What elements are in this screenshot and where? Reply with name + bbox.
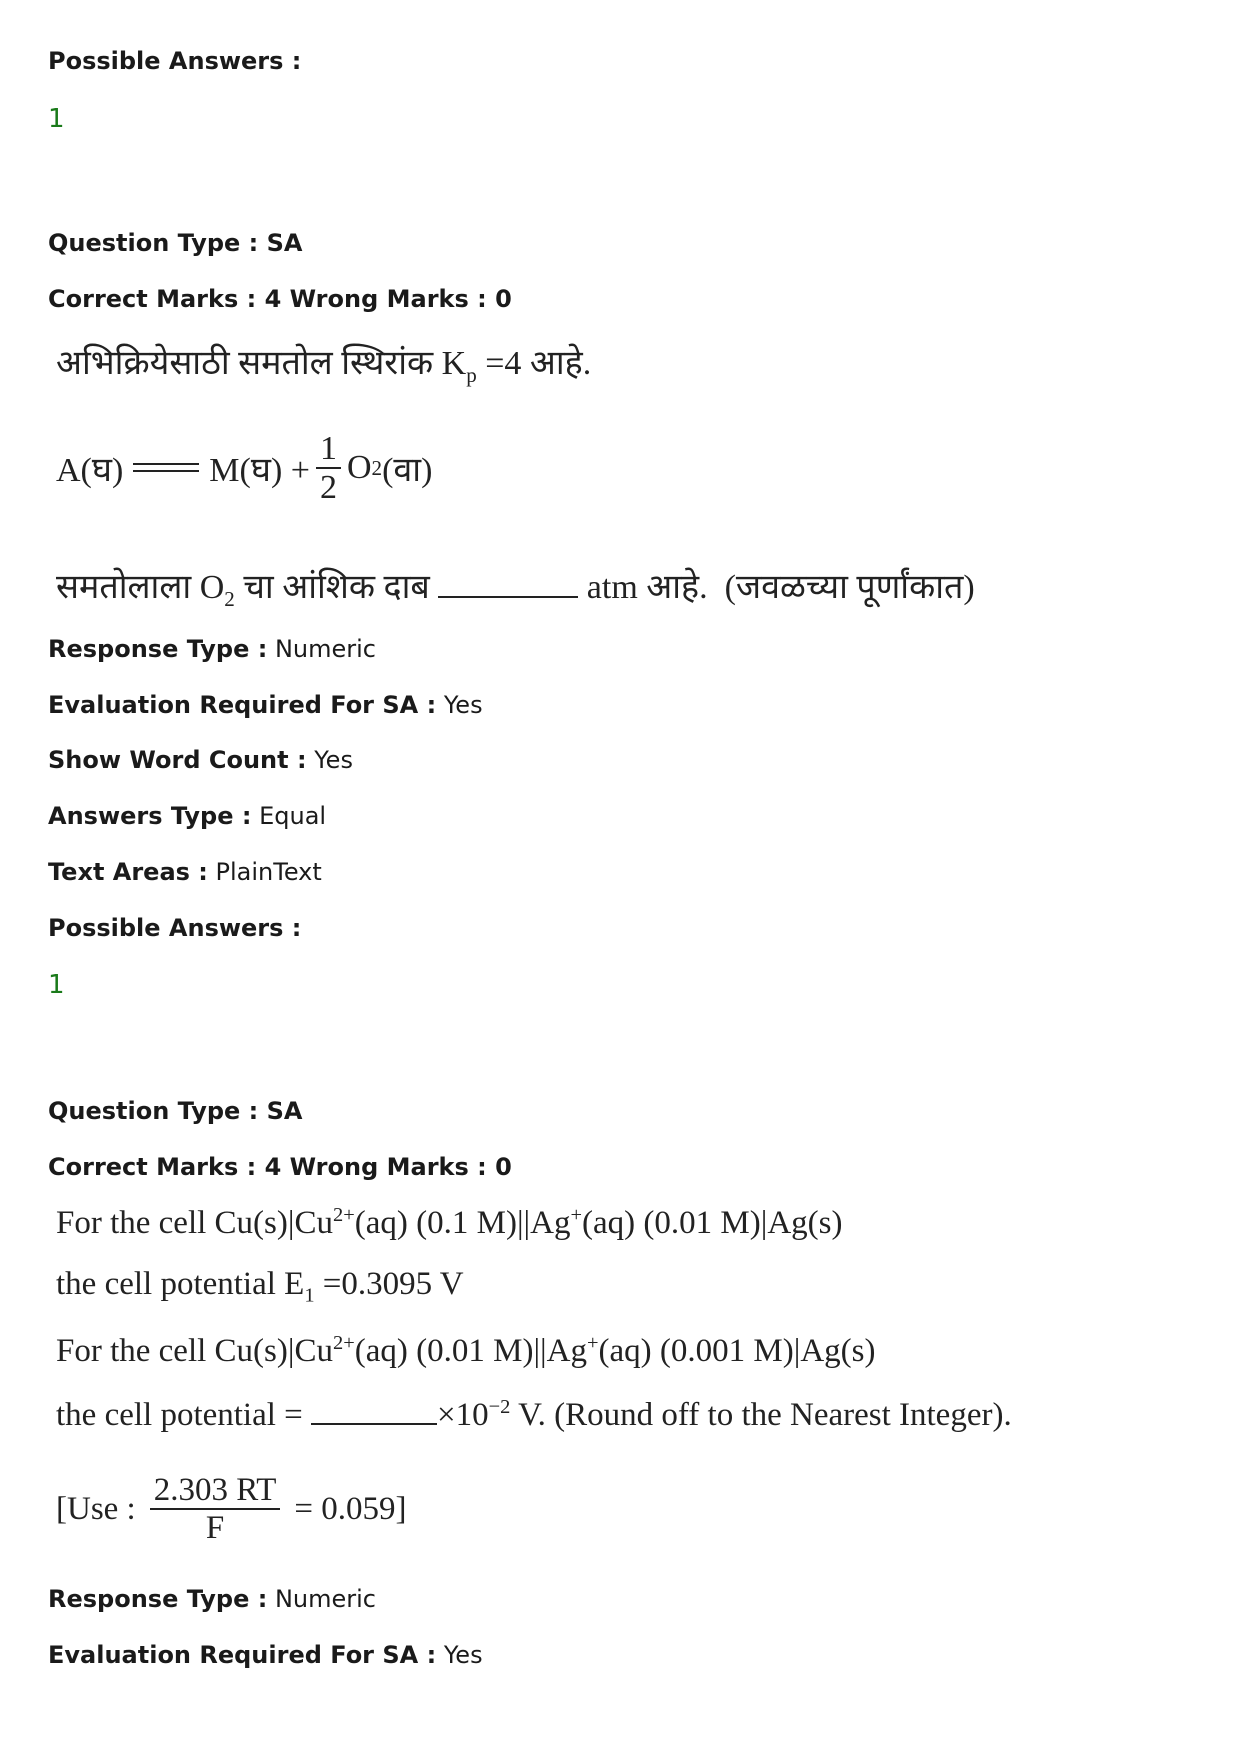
question-2-line-4: the cell potential = $\times 10^{-2}$ V. (Round off to the Nearest Integer). bbox=[56, 1396, 1012, 1433]
possible-answers-label: Possible Answers : bbox=[48, 914, 302, 942]
response-type: Response Type : Numeric bbox=[48, 1585, 376, 1613]
marks-info: Correct Marks : 4 Wrong Marks : 0 bbox=[48, 285, 512, 313]
answers-type: Answers Type : Equal bbox=[48, 802, 327, 830]
question-1-prompt: समतोलाला $O_2$ चा आंशिक दाब atm आहे. (जवळच्या पूर्णांकात) bbox=[56, 569, 975, 611]
possible-answer-value: 1 bbox=[48, 104, 65, 134]
question-type: Question Type : SA bbox=[48, 229, 303, 257]
question-1-statement: अभिक्रियेसाठी समतोल स्थिरांक $K_p =4$ आहे. bbox=[56, 345, 592, 387]
fraction-rt-over-f: $\frac{2.303 RT}{F}$ bbox=[150, 1472, 281, 1547]
question-2-line-2: the cell potential $E_1 =0.3095$ V bbox=[56, 1266, 464, 1307]
fraction-half: $\frac{1}{2}$ bbox=[316, 430, 341, 507]
question-2-use-hint: [Use : $\frac{2.303 RT}{F}$ = 0.059] bbox=[56, 1472, 407, 1547]
text-areas: Text Areas : PlainText bbox=[48, 858, 322, 886]
question-2-line-3: For the cell $Cu(s)|Cu^{2+}(aq)$ (0.01 M)||Ag+(aq) (0.001 M)|Ag(s) bbox=[56, 1332, 876, 1369]
equilibrium-arrow-icon bbox=[133, 461, 199, 475]
possible-answers-label: Possible Answers : bbox=[48, 47, 302, 75]
evaluation-required: Evaluation Required For SA : Yes bbox=[48, 1641, 483, 1669]
question-type: Question Type : SA bbox=[48, 1097, 303, 1125]
response-type: Response Type : Numeric bbox=[48, 635, 376, 663]
evaluation-required: Evaluation Required For SA : Yes bbox=[48, 691, 483, 719]
question-2-line-1: For the cell $Cu(s)|Cu^{2+}(aq)$ (0.1 M)||Ag+(aq) (0.01 M)|Ag(s) bbox=[56, 1204, 843, 1241]
marks-info: Correct Marks : 4 Wrong Marks : 0 bbox=[48, 1153, 512, 1181]
possible-answer-value: 1 bbox=[48, 970, 65, 1000]
answer-blank bbox=[311, 1419, 437, 1425]
answer-blank bbox=[438, 592, 578, 598]
question-1-reaction: A(घ) M(घ) + $\frac{1}{2}$ O 2 (वा) bbox=[56, 430, 433, 507]
show-word-count: Show Word Count : Yes bbox=[48, 746, 353, 774]
